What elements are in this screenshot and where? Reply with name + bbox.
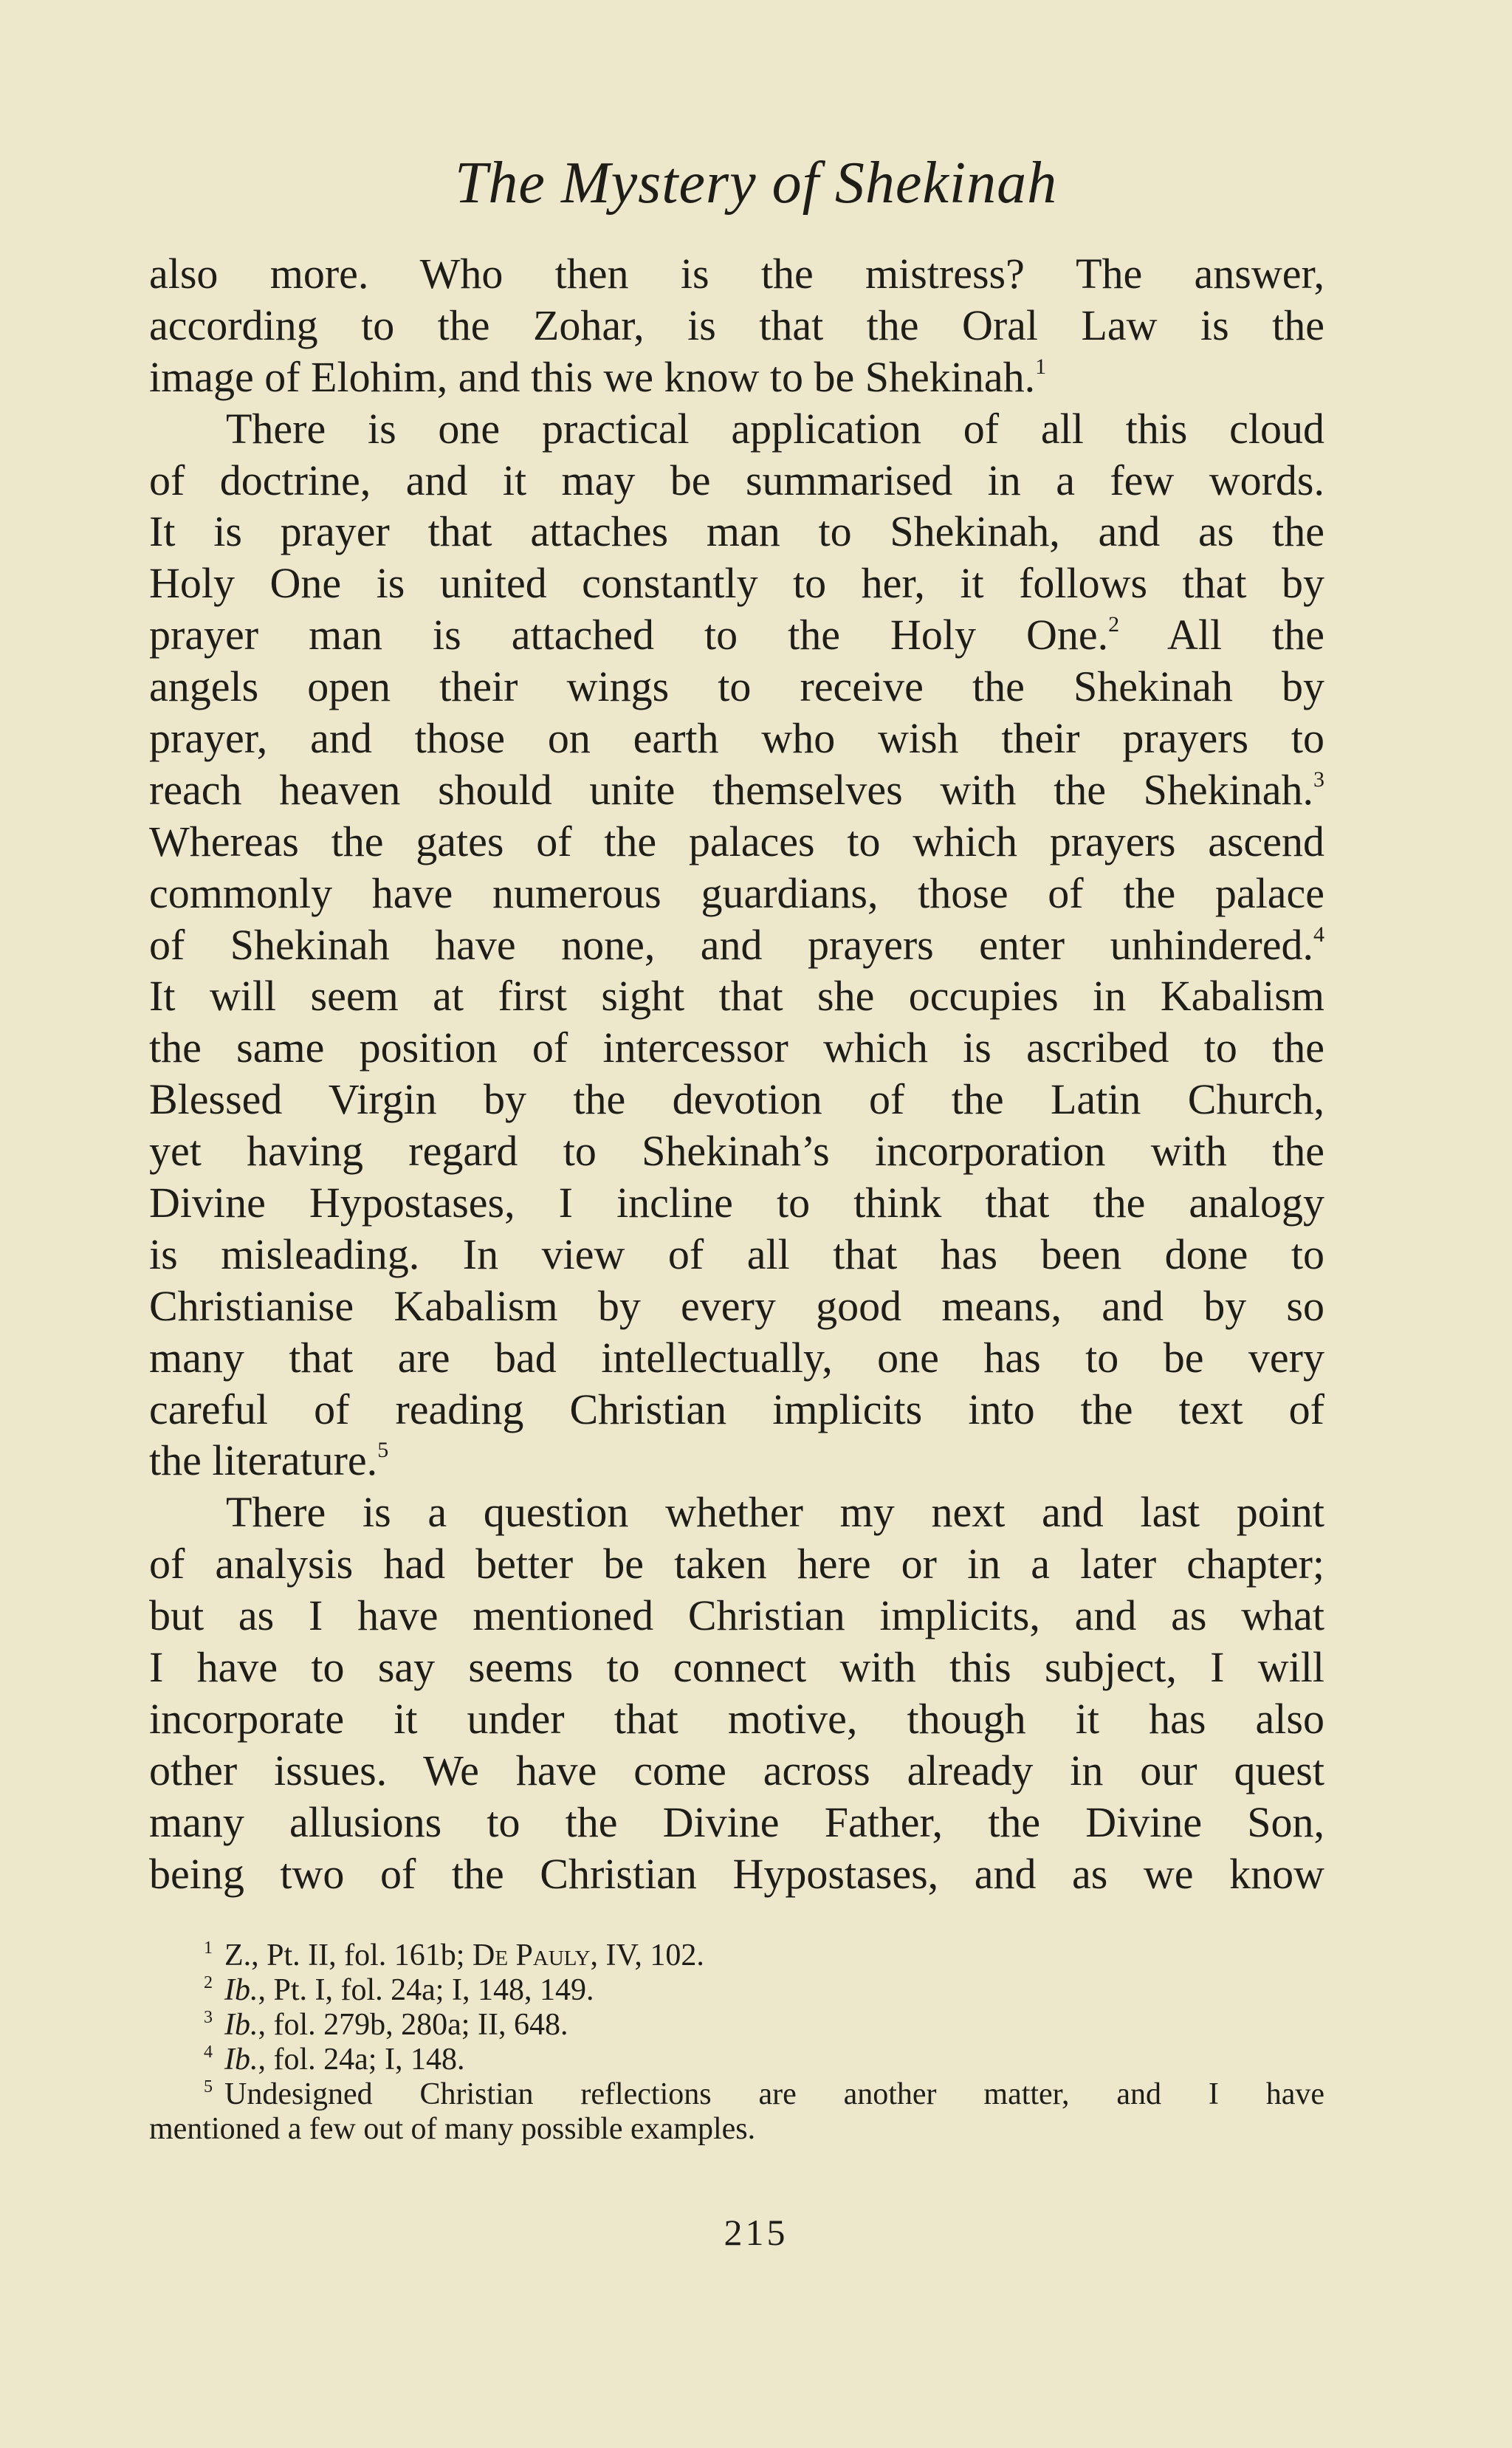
text-line (149, 1848, 1324, 1900)
footnote (149, 1938, 1324, 1973)
line-text: of Shekinah have none, and prayers enter unhindered. (149, 920, 1313, 969)
line-text: incorporate it under that motive, though it has also (149, 1694, 1324, 1743)
text-line (149, 300, 1324, 352)
running-head: The Mystery of Shekinah (454, 151, 1058, 216)
text-line (149, 1280, 1324, 1332)
footnote-text: Undesigned Christian reflections are another matter, and I have (224, 2077, 1324, 2111)
text-line (149, 1745, 1324, 1797)
line-text: Blessed Virgin by the devotion of the Latin Church, (149, 1075, 1324, 1124)
text-line (149, 816, 1324, 868)
text-line (149, 1590, 1324, 1642)
text-line (149, 1435, 1324, 1487)
line-text: image of Elohim, and this we know to be Shekinah. (149, 352, 1036, 401)
footnote (149, 2043, 1324, 2077)
footnote-ibid: Ib. (224, 2043, 258, 2077)
footnote-ref[interactable]: 1 (1035, 354, 1047, 379)
line-text: There is a question whether my next and last point (226, 1488, 1324, 1537)
text-line (149, 352, 1324, 403)
line-text: prayer, and those on earth who wish their prayers to (149, 714, 1324, 763)
line-text: careful of reading Christian implicits into the text of (149, 1385, 1324, 1433)
line-text: Christianise Kabalism by every good means, and by so (149, 1281, 1324, 1330)
line-text: the same position of intercessor which is ascribed to the (149, 1024, 1324, 1072)
text-line (149, 1487, 1324, 1538)
line-text: commonly have numerous guardians, those of the palace (149, 868, 1324, 917)
text-line (149, 1229, 1324, 1280)
footnote-marker: 4 (204, 2043, 213, 2062)
line-text: also more. Who then is the mistress? The answer, (149, 250, 1324, 298)
text-line (149, 919, 1324, 971)
text-line (149, 764, 1324, 816)
text-line (149, 1074, 1324, 1125)
footnote-ibid: Ib. (224, 2008, 258, 2042)
text-line (149, 1177, 1324, 1229)
line-text: being two of the Christian Hypostases, and as we know (149, 1849, 1324, 1898)
line-text: the literature. (149, 1436, 378, 1485)
footnote-ref[interactable]: 5 (377, 1438, 389, 1463)
footnote-citation: , IV, 102. (590, 1938, 704, 1972)
line-text: other issues. We have come across already in our quest (149, 1746, 1324, 1794)
text-line (149, 1693, 1324, 1745)
footnote-marker: 1 (204, 1938, 213, 1958)
line-text: yet having regard to Shekinah’s incorporation with the (149, 1127, 1324, 1176)
line-text: many that are bad intellectually, one has to be very (149, 1333, 1324, 1382)
footnote-marker: 5 (204, 2077, 213, 2096)
text-line (149, 1538, 1324, 1590)
line-text: of analysis had better be taken here or in a later chapter; (149, 1540, 1324, 1588)
footnote (149, 2077, 1324, 2112)
footnote-ibid: Ib. (224, 1973, 258, 2007)
line-text: reach heaven should unite themselves with the Shekinah. (149, 765, 1313, 814)
footnote-text: Z., Pt. II, fol. 161b; (224, 1938, 472, 1972)
text-line (149, 506, 1324, 558)
footnote (149, 2112, 1324, 2147)
text-line (149, 661, 1324, 713)
line-text: according to the Zohar, is that the Oral Law is the (149, 301, 1324, 349)
text-line (149, 1797, 1324, 1848)
text-line (149, 868, 1324, 919)
text-line (149, 1125, 1324, 1177)
footnote-marker: 2 (204, 1973, 213, 1992)
text-line (149, 455, 1324, 507)
line-text: It is prayer that attaches man to Shekinah, and as the (149, 507, 1324, 556)
line-text: angels open their wings to receive the Shekinah by (149, 662, 1324, 711)
text-line (149, 403, 1324, 455)
line-text: many allusions to the Divine Father, the Divine Son, (149, 1797, 1324, 1846)
line-text: is misleading. In view of all that has been done to (149, 1230, 1324, 1278)
body-text (149, 248, 1324, 1900)
text-line (149, 970, 1324, 1022)
text-line (149, 1332, 1324, 1384)
line-text: There is one practical application of all this cloud (226, 404, 1324, 453)
text-line (149, 248, 1324, 300)
footnote-ref[interactable]: 3 (1313, 767, 1324, 792)
footnote-ref[interactable]: 4 (1313, 922, 1324, 947)
line-text: Holy One is united constantly to her, it follows that by (149, 559, 1324, 608)
footnote-citation: , fol. 279b, 280a; II, 648. (258, 2008, 568, 2042)
footnote-ref[interactable]: 2 (1108, 612, 1120, 637)
footnote-citation: , Pt. I, fol. 24a; I, 148, 149. (258, 1973, 594, 2007)
text-line (149, 1642, 1324, 1693)
text-line (149, 609, 1324, 661)
text-line (149, 1022, 1324, 1074)
line-text-after: All the (1119, 611, 1324, 659)
line-text: prayer man is attached to the Holy One. (149, 611, 1109, 659)
footnote (149, 1973, 1324, 2008)
footnote-text: mentioned a few out of many possible examples. (149, 2112, 756, 2146)
footnote-citation: , fol. 24a; I, 148. (258, 2043, 465, 2077)
footnote-marker: 3 (204, 2008, 213, 2027)
line-text: I have to say seems to connect with this subject, I will (149, 1643, 1324, 1692)
line-text: but as I have mentioned Christian implicits, and as what (149, 1591, 1324, 1640)
line-text: Whereas the gates of the palaces to which prayers ascend (149, 817, 1324, 865)
footnote (149, 2008, 1324, 2043)
line-text: It will seem at first sight that she occupies in Kabalism (149, 972, 1324, 1021)
text-line (149, 1384, 1324, 1436)
line-text: of doctrine, and it may be summarised in a few words. (149, 456, 1324, 504)
line-text: Divine Hypostases, I incline to think that the analogy (149, 1179, 1324, 1227)
page-number: 215 (724, 2212, 788, 2253)
footnote-author: De Pauly (472, 1938, 591, 1972)
footnotes (149, 1938, 1324, 2147)
text-line (149, 558, 1324, 609)
text-line (149, 713, 1324, 764)
